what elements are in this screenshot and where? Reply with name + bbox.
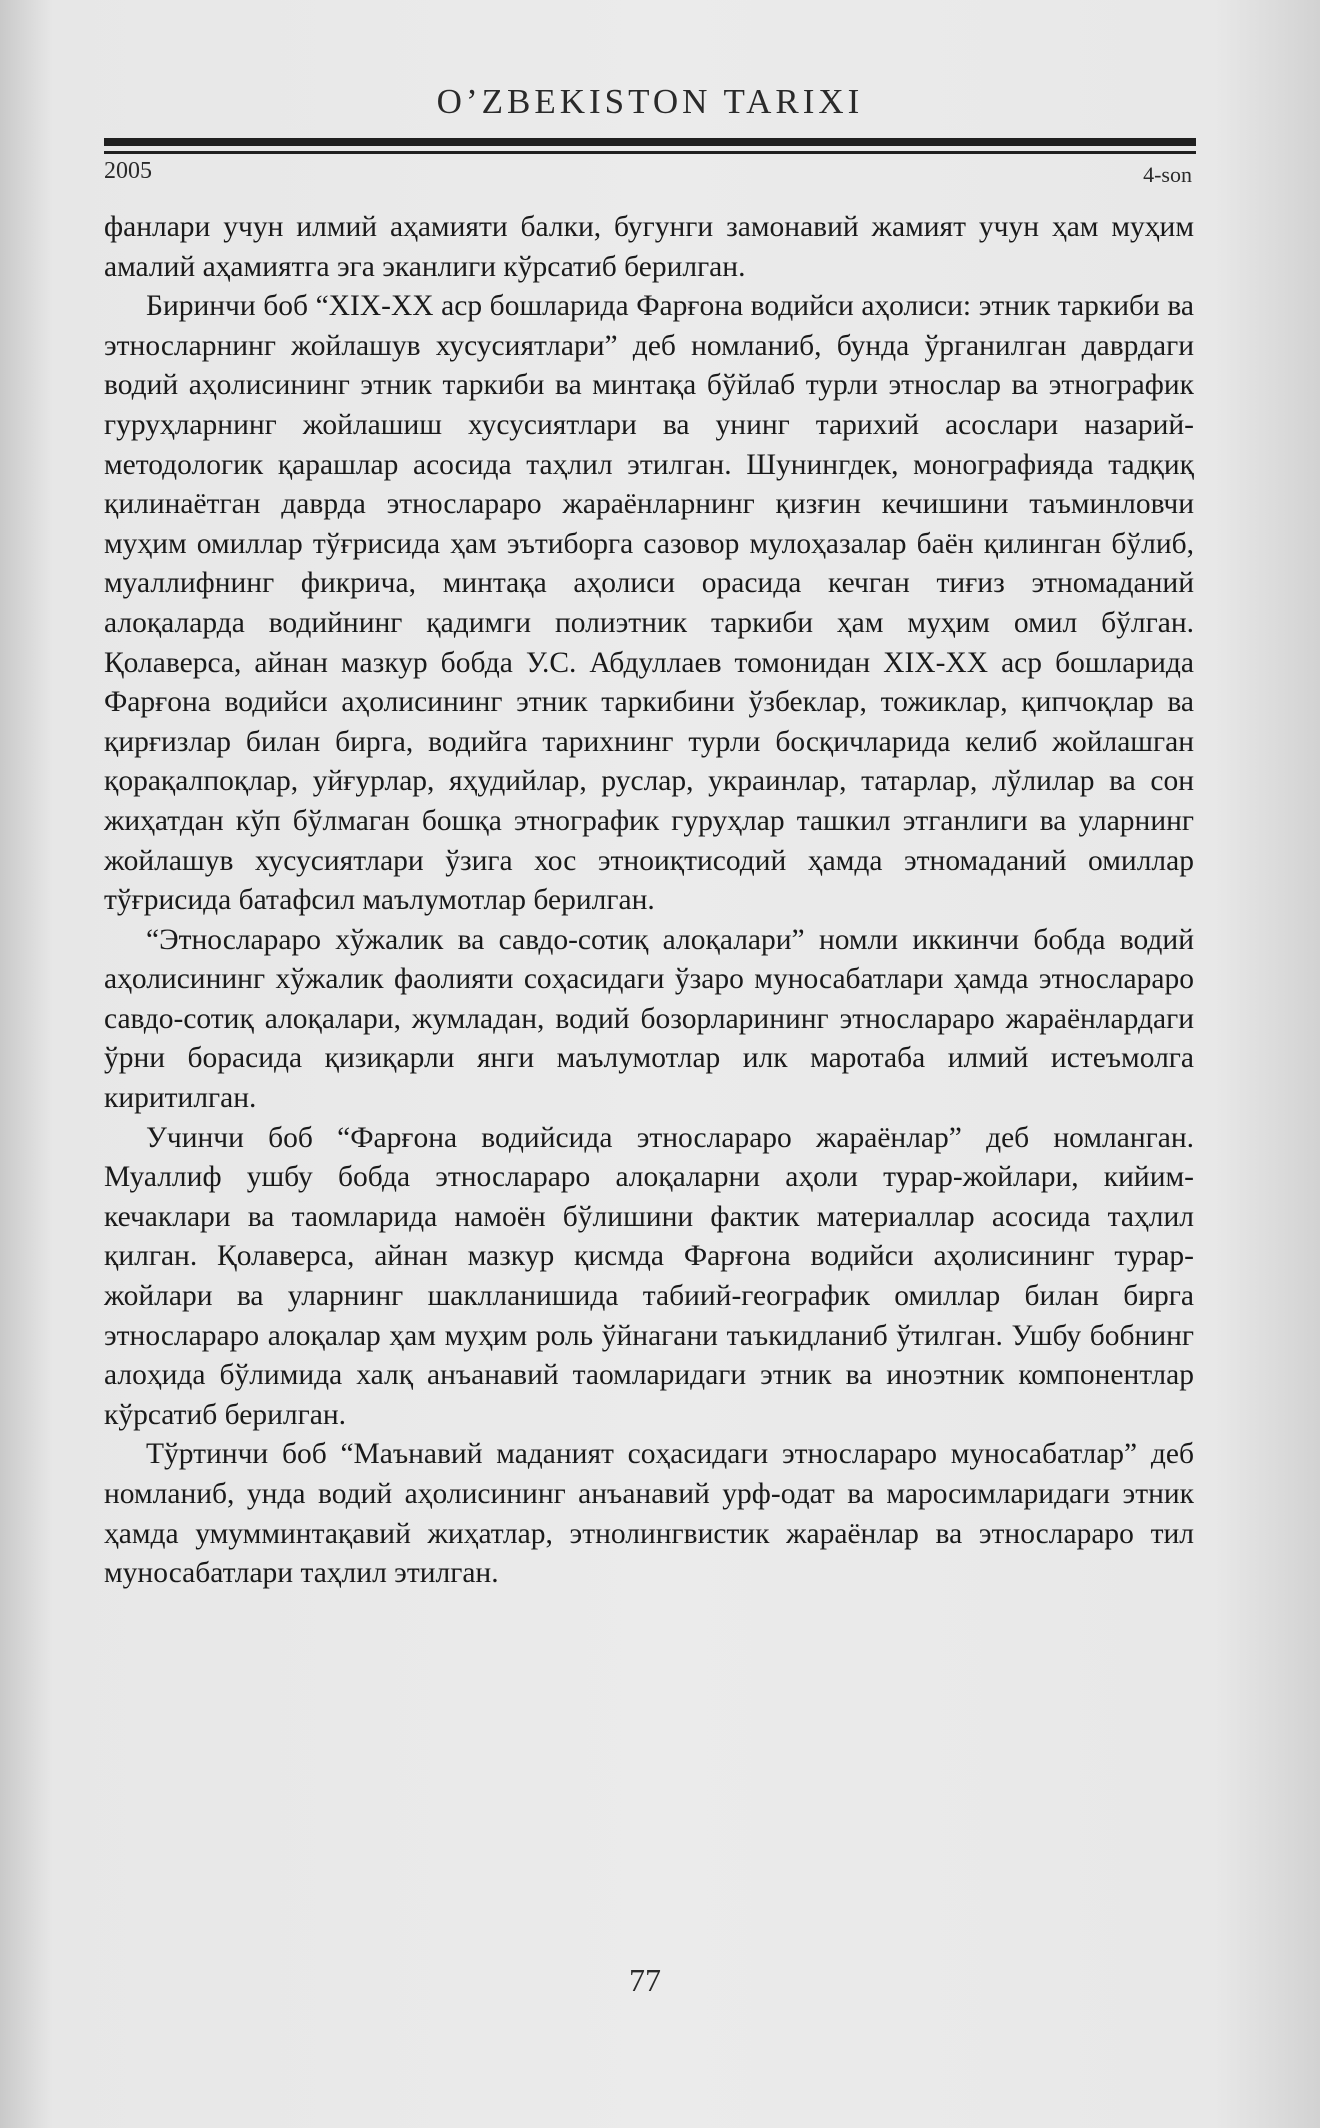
header-rule-thick — [104, 138, 1196, 146]
issue-number: 4-son — [1143, 162, 1192, 187]
paragraph-chapter-two: “Этнослараро хўжалик ва савдо-сотиқ алоқалари” номли иккинчи бобда водий аҳолисининг хўжалик фаолияти соҳасидаги ўзаро муносабатлари ҳамда этнослараро савдо-сотиқ алоқалари, жумладан, водий бозорларининг этнослараро жараёнлардаги ўрни борасида қизиқарли янги маълумотлар илк маротаба илмий истеъмолга киритилган. — [104, 923, 1194, 1115]
paragraph-chapter-one: Биринчи боб “XIX-XX аср бошларида Фарғона водийси аҳолиси: этник таркиби ва этносларнинг жойлашув хусусиятлари” деб номланиб, бунда ўрганилган даврдаги водий аҳолисининг этник таркиби ва минтақа бўйлаб турли этнослар ва этнографик гуруҳларнинг жойлашиш хусусиятлари ва унинг тарихий асослари назарий-методологик қарашлар асосида таҳлил этилган. Шунингдек, монографияда тадқиқ қилинаётган даврда этнослараро жараёнларнинг қизғин кечишини таъминловчи муҳим омиллар тўғрисида ҳам эътиборга сазовор мулоҳазалар баён қилинган бўлиб, муаллифнинг фикрича, минтақа аҳолиси орасида кечган тиғиз этномаданий алоқаларда водийнинг қадимги полиэтник таркиби ҳам муҳим омил бўлган. Қолаверса, айнан мазкур бобда У.С. Абдуллаев томонидан XIX-XX аср бошларида Фарғона водийси аҳолисининг этник таркибини ўзбеклар, тожиклар, қипчоқлар ва қирғизлар билан бирга, водийга тарихнинг турли босқичларида келиб жойлашган қорақалпоқлар, уйғурлар, яҳудийлар, руслар, украинлар, татарлар, лўлилар ва сон жиҳатдан кўп бўлмаган бошқа этнографик гуруҳлар ташкил этганлиги ва уларнинг жойлашув хусусиятлари ўзига хос этноиқтисодий ҳамда этномаданий омиллар тўғрисида батафсил маълумотлар берилган. — [104, 290, 1194, 917]
page-number: 77 — [629, 1962, 661, 1998]
issue-year: 2005 — [104, 158, 152, 184]
paragraph-chapter-three: Учинчи боб “Фарғона водийсида этнослараро жараёнлар” деб номланган. Муаллиф ушбу бобда этнослараро алоқаларни аҳоли турар-жойлари, кийим-кечаклари ва таомларида намоён бўлишини фактик материаллар асосида таҳлил қилган. Қолаверса, айнан мазкур қисмда Фарғона водийси аҳолисининг турар-жойлари ва уларнинг шаклланишида табиий-географик омиллар билан бирга этнослараро алоқалар ҳам муҳим роль ўйнагани таъкидланиб ўтилган. Ушбу бобнинг алоҳида бўлимида халқ анъанавий таомларидаги этник ва иноэтник компонентлар кўрсатиб берилган. — [104, 1121, 1194, 1431]
paragraph-continuation: фанлари учун илмий аҳамияти балки, бугунги замонавий жамият учун ҳам муҳим амалий аҳамиятга эга эканлиги кўрсатиб берилган. — [104, 211, 1194, 283]
journal-title: O’ZBEKISTON TARIXI — [436, 82, 864, 121]
header-rule-thin — [104, 151, 1196, 154]
article-body — [104, 208, 1194, 1594]
paragraph-chapter-four: Тўртинчи боб “Маънавий маданият соҳасидаги этнослараро муносабатлар” деб номланиб, унда водий аҳолисининг анъанавий урф-одат ва маросимларидаги этник ҳамда умумминтақавий жиҳатлар, этнолингвистик жараёнлар ва этнослараро тил муносабатлари таҳлил этилган. — [104, 1438, 1194, 1590]
